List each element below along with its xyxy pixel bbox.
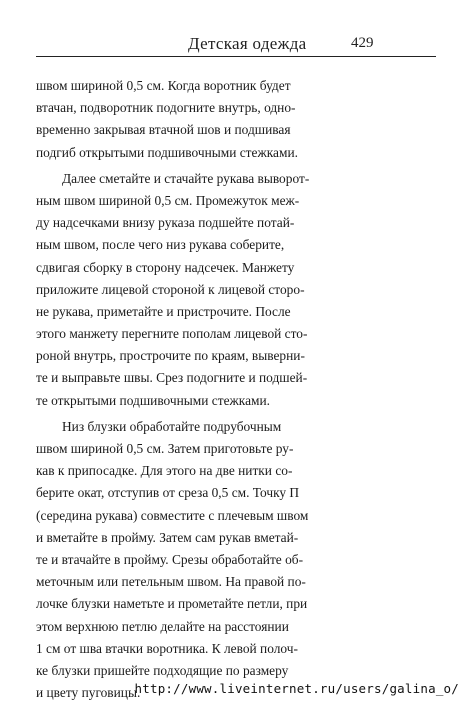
text-line: те и втачайте в пройму. Срезы обработайте об- xyxy=(36,551,304,567)
text-line: берите окат, отступив от среза 0,5 см. Точку П xyxy=(36,485,300,501)
text-line: приложите лицевой стороной к лицевой сторо- xyxy=(36,281,305,297)
text-line: ным швом, после чего низ рукава соберите, xyxy=(36,237,285,253)
text-line: ным швом шириной 0,5 см. Промежуток меж- xyxy=(36,192,300,208)
running-title: Детская одежда xyxy=(188,34,307,53)
text-line: этого манжету перегните пополам лицевой сто- xyxy=(36,326,308,342)
text-line: (середина рукава) совместите с плечевым швом xyxy=(36,507,309,523)
text-line: ду надсечками внизу руказа подшейте потай- xyxy=(36,215,295,231)
header-rule xyxy=(36,56,436,57)
text-line: Низ блузки обработайте подрубочным xyxy=(62,418,282,434)
text-line: роной внутрь, простpочите по краям, выверни- xyxy=(36,348,305,364)
body-text xyxy=(36,75,438,704)
text-line: 1 см от шва втачки воротника. К левой полоч- xyxy=(36,640,298,656)
paragraph xyxy=(36,168,438,412)
footer-url: http://www.liveinternet.ru/users/galina_o/ xyxy=(134,681,459,696)
text-line: втачан, подворотник подогните внутрь, одно- xyxy=(36,100,296,116)
text-line: те и выправьте швы. Срез подогните и подшей- xyxy=(36,370,308,386)
text-line: ке блузки пришейте подходящие по размеру xyxy=(36,662,289,678)
text-line: швом шириной 0,5 см. Затем приготовьте ру- xyxy=(36,441,294,456)
text-line: те открытыми подшивочными стежками. xyxy=(36,392,271,408)
text-line: кав к припосадке. Для этого на две нитки со- xyxy=(36,463,293,479)
text-line: подгиб открытыми подшивочными стежками. xyxy=(36,144,298,160)
text-line: и цвету пуговицы. xyxy=(36,685,141,701)
text-line: не рукава, приметайте и пристрочите. После xyxy=(36,303,291,319)
paragraph xyxy=(36,416,438,704)
paragraph xyxy=(36,75,438,164)
text-line: швом шириной 0,5 см. Когда воротник будет xyxy=(36,78,291,93)
text-line: меточным или петельным швом. На правой по- xyxy=(36,574,306,590)
text-line: и вметайте в пройму. Затем сам рукав вметай- xyxy=(36,529,299,545)
text-line: этом верхнюю петлю делайте на расстоянии xyxy=(36,618,289,634)
text-line: Далее сметайте и стачайте рукава выворот- xyxy=(62,170,310,186)
text-line: сдвигая сборку в сторону надсечек. Манжету xyxy=(36,259,295,275)
page-number: 429 xyxy=(351,35,374,51)
text-line: лочке блузки наметьте и прометайте петли, при xyxy=(36,596,308,612)
page-header xyxy=(36,34,436,54)
text-line: временно закрывая втачной шов и подшивая xyxy=(36,122,291,138)
